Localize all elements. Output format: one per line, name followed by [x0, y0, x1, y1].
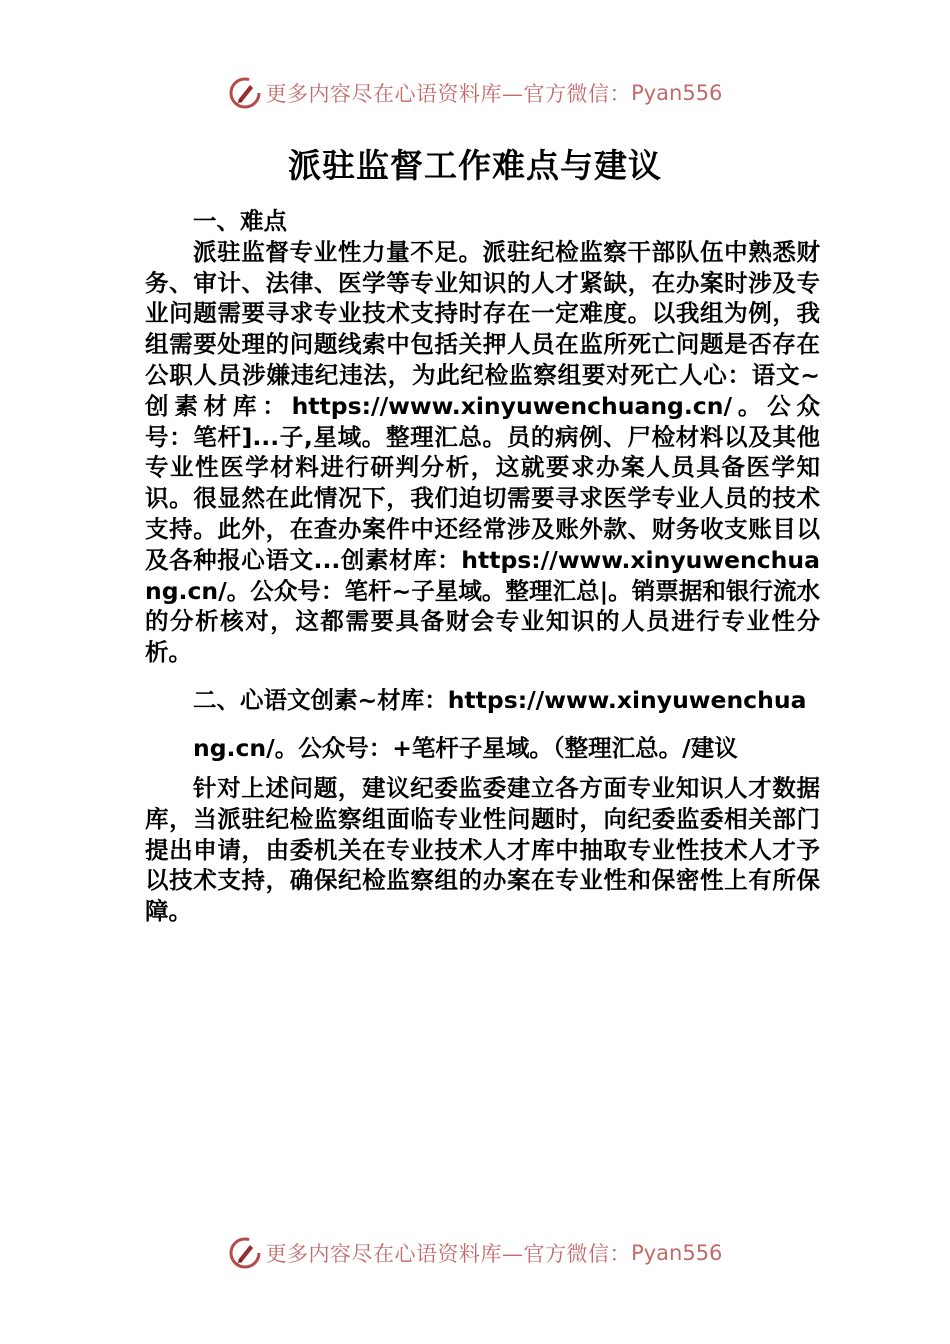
section-paragraph-suggestions: 针对上述问题，建议纪委监委建立各方面专业知识人才数据库，当派驻纪检监察组面临专业性问题时，向纪委监委相关部门提出申请，由委机关在专业技术人才库中抽取专业性技术人才予以技术支持，确保纪检监察组的办案在专业性和保密性上有所保障。: [145, 773, 820, 926]
section-heading-suggestions: 二、心语文创素~材库：https://www.xinyuwenchuang.cn/。公众号：+笔杆子星域。（整理汇总。/建议: [193, 685, 807, 763]
banner-wechat-id: Pyan556: [631, 1241, 723, 1265]
document-body: [145, 206, 820, 927]
footer-watermark-banner: [0, 1233, 950, 1273]
header-watermark-banner: [0, 73, 950, 113]
banner-text: 更多内容尽在心语资料库—官方微信：: [265, 82, 632, 106]
pen-nib-circle-logo-icon: [228, 1236, 262, 1270]
section-paragraph-difficulties: 派驻监督专业性力量不足。派驻纪检监察干部队伍中熟悉财务、审计、法律、医学等专业知识的人才紧缺，在办案时涉及专业问题需要寻求专业技术支持时存在一定难度。以我组为例，我组需要处理的问题线索中包括关押人员在监所死亡问题是否存在公职人员涉嫌违纪违法，为此纪检监察组要对死亡人心：语文~创素材库：https://www.xinyuwenchuang.cn/。公众号：笔杆]...子,星域。整理汇总。员的病例、尸检材料以及其他专业性医学材料进行研判分析，这就要求办案人员具备医学知识。很显然在此情况下，我们迫切需要寻求医学专业人员的技术支持。此外，在查办案件中还经常涉及账外款、财务收支账目以及各种报心语文...创素材库：https://www.xinyuwenchuang.cn/。公众号：笔杆~子星域。整理汇总|。销票据和银行流水的分析核对，这都需要具备财会专业知识的人员进行专业性分析。: [145, 237, 820, 667]
banner-text: 更多内容尽在心语资料库—官方微信：: [265, 1242, 632, 1266]
document-title: 派驻监督工作难点与建议: [288, 146, 662, 185]
section-heading-difficulties: 一、难点: [193, 207, 287, 235]
pen-nib-circle-logo-icon: [228, 76, 262, 110]
banner-wechat-id: Pyan556: [631, 81, 723, 105]
